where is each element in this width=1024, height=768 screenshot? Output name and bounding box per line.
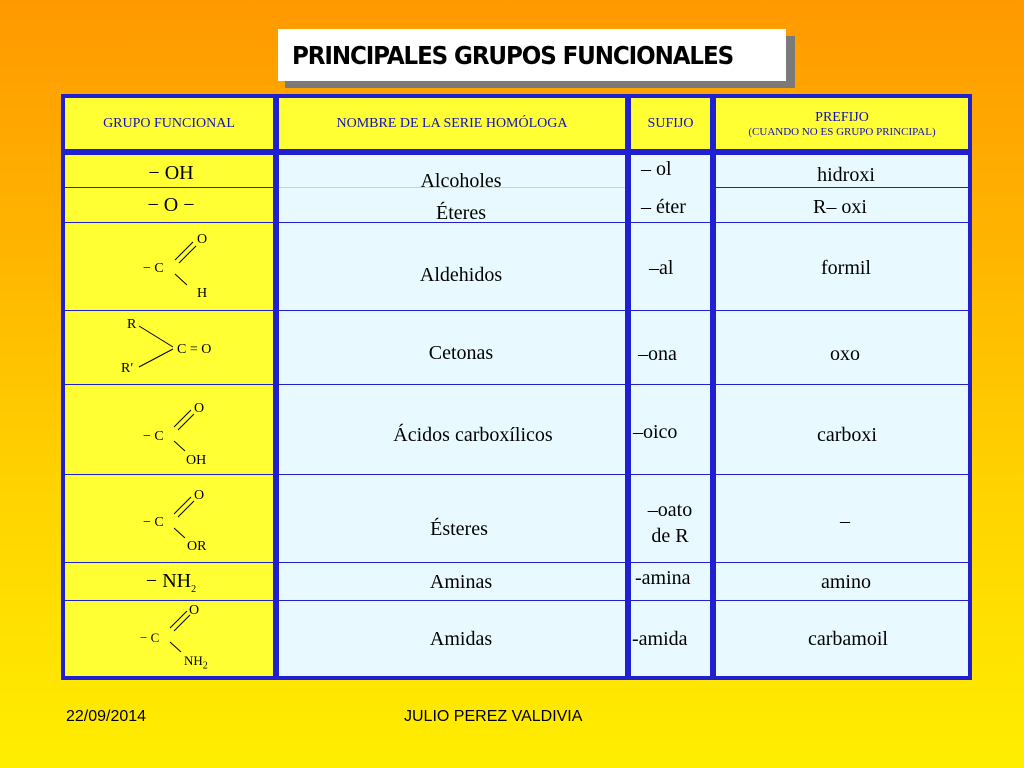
header-prefijo bbox=[716, 98, 968, 149]
suffix-al: –al bbox=[649, 257, 674, 279]
name-aldehidos: Aldehidos bbox=[419, 264, 503, 286]
name-alcoholes: Alcoholes bbox=[420, 170, 502, 192]
prefix-hidroxi: hidroxi bbox=[817, 164, 875, 186]
ester-o-atom: O bbox=[194, 488, 205, 503]
acid-oh-group: OH bbox=[186, 453, 207, 468]
prefix-none: – bbox=[840, 510, 850, 532]
acid-o-atom: O bbox=[194, 401, 205, 416]
header-sufijo bbox=[631, 98, 710, 149]
acid-c-atom: − C bbox=[143, 429, 164, 444]
prefix-carboxi: carboxi bbox=[817, 424, 877, 446]
prefix-formil: formil bbox=[821, 257, 871, 279]
functional-groups-table bbox=[61, 94, 972, 680]
prefix-oxo: oxo bbox=[830, 343, 860, 365]
group-amine bbox=[146, 570, 196, 595]
name-cetonas: Cetonas bbox=[428, 342, 494, 364]
title-box bbox=[278, 29, 786, 81]
header-grupo bbox=[65, 98, 273, 149]
header-prefijo-note: (CUANDO NO ES GRUPO PRINCIPAL) bbox=[748, 125, 936, 138]
amine-nh-text: − NH bbox=[145, 570, 192, 592]
ketone-r2-atom: R′ bbox=[121, 361, 134, 376]
suffix-ol: – ol bbox=[641, 158, 672, 180]
aldehyde-h-atom: H bbox=[197, 286, 208, 301]
header-nombre bbox=[279, 98, 625, 149]
footer-date: 22/09/2014 bbox=[66, 708, 147, 725]
acid-bonds bbox=[172, 408, 196, 456]
ester-or-group: OR bbox=[187, 539, 207, 554]
header-sufijo-label: SUFIJO bbox=[647, 115, 694, 131]
ketone-co-group: C = O bbox=[177, 342, 212, 357]
aldehyde-bonds bbox=[173, 240, 197, 290]
header-grupo-label: GRUPO FUNCIONAL bbox=[103, 115, 235, 131]
suffix-amida: -amida bbox=[632, 628, 688, 650]
header-nombre-label: NOMBRE DE LA SERIE HOMÓLOGA bbox=[336, 115, 568, 131]
amide-nh-text: NH bbox=[184, 653, 203, 668]
column-prefijo bbox=[716, 155, 968, 676]
amide-c-atom: − C bbox=[140, 630, 160, 645]
name-acidos-carboxilicos: Ácidos carboxílicos bbox=[393, 424, 553, 446]
name-esteres: Ésteres bbox=[430, 518, 488, 540]
group-ether: − O − bbox=[147, 194, 195, 216]
amide-bonds bbox=[168, 609, 192, 657]
amide-subscript: 2 bbox=[202, 660, 208, 672]
prefix-amino: amino bbox=[821, 571, 871, 593]
group-hydroxyl: − OH bbox=[148, 162, 194, 184]
column-sufijo bbox=[631, 155, 710, 676]
aldehyde-o-atom: O bbox=[197, 232, 208, 247]
amine-subscript: 2 bbox=[191, 584, 197, 595]
ketone-r-atom: R bbox=[127, 317, 137, 332]
suffix-oato: –oato bbox=[647, 499, 693, 521]
prefix-r-oxi: R– oxi bbox=[813, 196, 867, 218]
suffix-de-r: de R bbox=[651, 525, 689, 547]
header-prefijo-label: PREFIJO bbox=[815, 109, 869, 125]
page-title: PRINCIPALES GRUPOS FUNCIONALES bbox=[292, 40, 734, 70]
amide-o-atom: O bbox=[189, 603, 200, 618]
footer-author: JULIO PEREZ VALDIVIA bbox=[404, 708, 583, 725]
prefix-carbamoil: carbamoil bbox=[808, 628, 888, 650]
ester-bonds bbox=[172, 495, 196, 543]
column-nombre bbox=[279, 155, 625, 676]
suffix-oico: –oico bbox=[633, 421, 678, 443]
name-amidas: Amidas bbox=[429, 628, 493, 650]
name-aminas: Aminas bbox=[429, 571, 493, 593]
ester-c-atom: − C bbox=[143, 515, 164, 530]
name-eteres: Éteres bbox=[436, 202, 486, 224]
ketone-bonds bbox=[137, 322, 177, 372]
column-grupo bbox=[65, 155, 273, 676]
suffix-ona: –ona bbox=[638, 343, 677, 365]
suffix-eter: – éter bbox=[641, 196, 686, 218]
aldehyde-c-atom: − C bbox=[143, 261, 164, 276]
suffix-amina: -amina bbox=[635, 567, 691, 589]
